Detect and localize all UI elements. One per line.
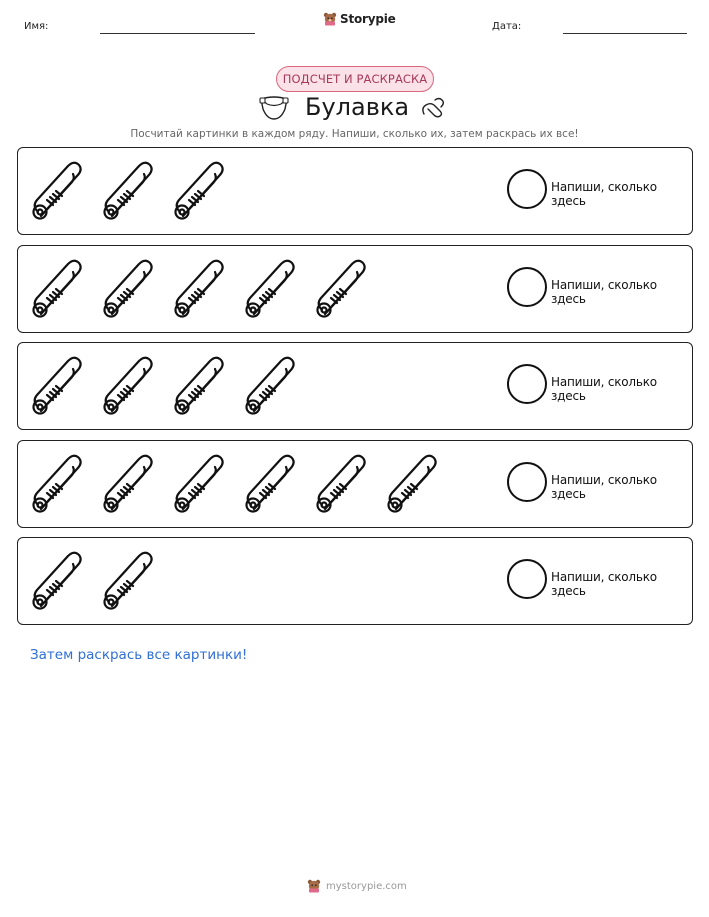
safety-pin-icon: [28, 546, 86, 616]
site-footer: [307, 879, 407, 893]
category-badge: ПОДСЧЕТ И РАСКРАСКА: [276, 66, 434, 92]
site-url: mystorypie.com: [326, 880, 407, 892]
counting-row: [17, 147, 693, 235]
title-row: [0, 92, 709, 126]
page-title: Булавка: [305, 93, 410, 121]
answer-prompt: Напиши, сколько здесь: [551, 473, 657, 501]
date-label: Дата:: [492, 21, 522, 32]
safety-pin-icon: [170, 156, 228, 226]
answer-prompt: Напиши, сколько здесь: [551, 570, 657, 598]
safety-pin-icon: [99, 351, 157, 421]
answer-circle[interactable]: [507, 462, 547, 502]
safety-pin-icon: [241, 449, 299, 519]
safety-pin-icon: [383, 449, 441, 519]
safety-pin-icon: [312, 254, 370, 324]
answer-circle[interactable]: [507, 559, 547, 599]
safety-pin-icon: [99, 546, 157, 616]
safety-pin-icon: [99, 254, 157, 324]
safety-pin-icon: [170, 254, 228, 324]
safety-pin-icon: [28, 156, 86, 226]
instructions: Посчитай картинки в каждом ряду. Напиши, сколько их, затем раскрась их все!: [130, 128, 579, 140]
safety-pin-icon: [170, 351, 228, 421]
safety-pin-icon: [28, 351, 86, 421]
safety-pin-icon: [28, 254, 86, 324]
counting-row: [17, 245, 693, 333]
counting-row: [17, 342, 693, 430]
coloring-note: Затем раскрась все картинки!: [30, 647, 248, 663]
answer-prompt: Напиши, сколько здесь: [551, 278, 657, 306]
name-label: Имя:: [24, 21, 49, 32]
logo-text: Storypie: [340, 12, 396, 26]
safety-pin-icon: [99, 449, 157, 519]
counting-row: [17, 440, 693, 528]
safety-pin-icon: [420, 96, 446, 120]
answer-prompt: Напиши, сколько здесь: [551, 180, 657, 208]
answer-circle[interactable]: [507, 267, 547, 307]
counting-row: [17, 537, 693, 625]
safety-pin-icon: [312, 449, 370, 519]
answer-circle[interactable]: [507, 169, 547, 209]
name-field-line[interactable]: [100, 33, 255, 34]
safety-pin-icon: [241, 254, 299, 324]
diaper-icon: [259, 95, 289, 121]
safety-pin-icon: [28, 449, 86, 519]
safety-pin-icon: [170, 449, 228, 519]
safety-pin-icon: [241, 351, 299, 421]
storypie-logo: [323, 12, 396, 26]
bear-logo-icon: [307, 879, 321, 893]
date-field-line[interactable]: [563, 33, 687, 34]
answer-circle[interactable]: [507, 364, 547, 404]
bear-logo-icon: [323, 12, 337, 26]
answer-prompt: Напиши, сколько здесь: [551, 375, 657, 403]
safety-pin-icon: [99, 156, 157, 226]
